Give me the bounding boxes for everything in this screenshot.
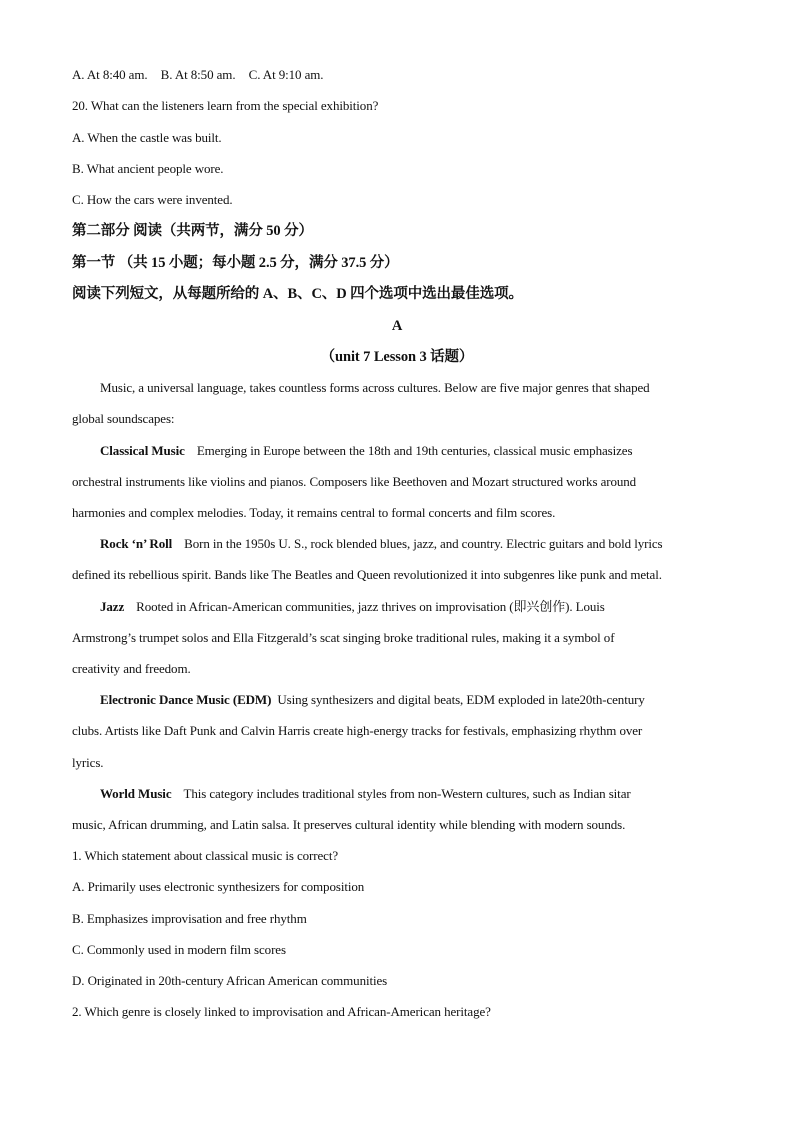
q20-option-c: C. How the cars were invented. [72,192,233,207]
edm-text-1: Using synthesizers and digital beats, EDM exploded in late20th-century [277,692,645,707]
part-title: 第二部分 阅读（共两节，满分 50 分） [72,223,313,239]
q1-option-a: A. Primarily uses electronic synthesizers for composition [72,879,365,894]
q19-option-a: A. At 8:40 am. [72,67,148,82]
world-text-1: This category includes traditional styles from non-Western cultures, such as Indian sitar [183,786,631,801]
q2-stem: 2. Which genre is closely linked to improvisation and African-American heritage? [72,1004,491,1019]
intro-line-1: Music, a universal language, takes countless forms across cultures. Below are five major genres that shaped [100,380,650,395]
q20-option-a: A. When the castle was built. [72,130,222,145]
edm-line-1 [100,691,732,709]
section-title: 第一节 （共 15 小题；每小题 2.5 分，满分 37.5 分） [72,255,399,271]
q19-options-row [72,66,732,84]
classical-text-1: Emerging in Europe between the 18th and 19th centuries, classical music emphasizes [196,443,633,458]
q1-option-c: C. Commonly used in modern film scores [72,942,286,957]
q19-option-c: C. At 9:10 am. [248,67,324,82]
genre-name-jazz: Jazz [100,599,125,614]
classical-music-line-2: orchestral instruments like violins and pianos. Composers like Beethoven and Mozart structured works around [72,474,637,489]
q19-option-b: B. At 8:50 am. [160,67,236,82]
q1-stem: 1. Which statement about classical music is correct? [72,848,339,863]
genre-name-classical: Classical Music [100,443,185,458]
genre-name-rock: Rock ‘n’ Roll [100,536,173,551]
passage-topic: （unit 7 Lesson 3 话题） [320,349,474,365]
classical-music-line-1 [100,442,732,460]
q1-option-d: D. Originated in 20th-century African American communities [72,973,388,988]
rock-line-2: defined its rebellious spirit. Bands like The Beatles and Queen revolutionized it into subgenres like punk and metal. [72,567,662,582]
q1-option-b: B. Emphasizes improvisation and free rhythm [72,911,307,926]
jazz-line-2: Armstrong’s trumpet solos and Ella Fitzgerald’s scat singing broke traditional rules, making it a symbol of [72,630,615,645]
reading-instruction: 阅读下列短文，从每题所给的 A、B、C、D 四个选项中选出最佳选项。 [72,286,523,302]
genre-name-edm: Electronic Dance Music (EDM) [100,692,272,707]
classical-music-line-3: harmonies and complex melodies. Today, it remains central to formal concerts and film scores. [72,505,556,520]
jazz-line-3: creativity and freedom. [72,661,191,676]
world-music-line-1 [100,785,732,803]
rock-line-1 [100,535,732,553]
q20-option-b: B. What ancient people wore. [72,161,224,176]
jazz-line-1 [100,598,732,616]
edm-line-3: lyrics. [72,755,104,770]
world-music-line-2: music, African drumming, and Latin salsa. It preserves cultural identity while blending with modern sounds. [72,817,626,832]
intro-line-2: global soundscapes: [72,411,175,426]
rock-text-1: Born in the 1950s U. S., rock blended blues, jazz, and country. Electric guitars and bold lyrics [184,536,663,551]
jazz-text-1: Rooted in African-American communities, jazz thrives on improvisation (即兴创作). Louis [136,599,605,614]
edm-line-2: clubs. Artists like Daft Punk and Calvin Harris create high-energy tracks for festivals, emphasizing rhythm over [72,723,643,738]
passage-letter: A [391,318,403,334]
genre-name-world: World Music [100,786,172,801]
q20-question: 20. What can the listeners learn from the special exhibition? [72,98,379,113]
